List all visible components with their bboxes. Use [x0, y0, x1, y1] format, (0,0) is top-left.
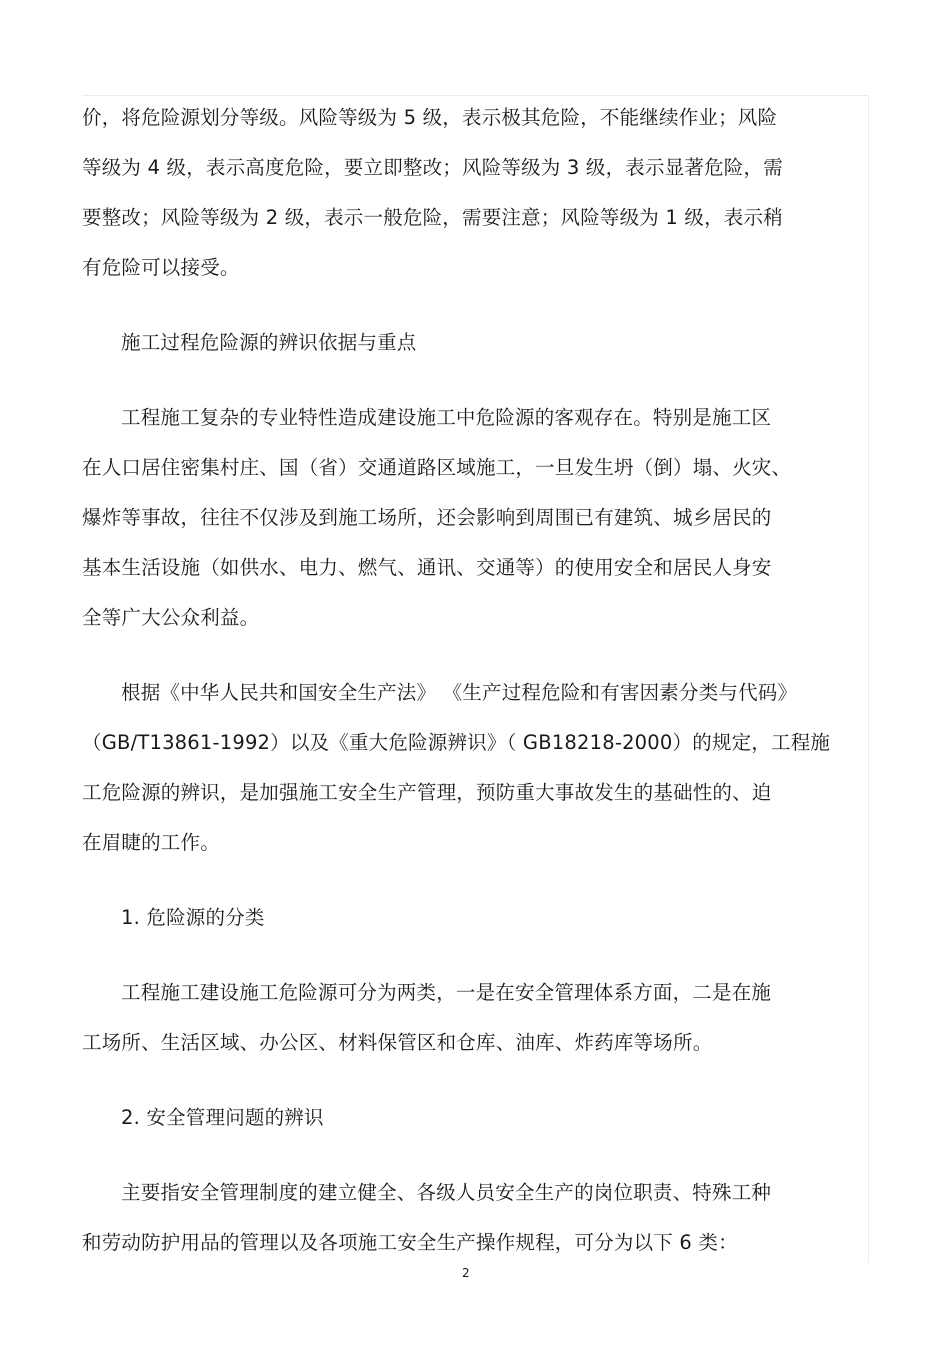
- paragraph-line: 主要指安全管理制度的建立健全、各级人员安全生产的岗位职责、特殊工种: [121, 1181, 772, 1204]
- page-top-rule: [82, 95, 868, 96]
- paragraph-line: 和劳动防护用品的管理以及各项施工安全生产操作规程，可分为以下 6 类：: [82, 1231, 738, 1254]
- paragraph-line: 工程施工建设施工危险源可分为两类，一是在安全管理体系方面，二是在施: [121, 981, 772, 1004]
- paragraph-line: 要整改；风险等级为 2 级，表示一般危险，需要注意；风险等级为 1 级，表示稍: [82, 206, 783, 229]
- paragraph-line: 在眉睫的工作。: [82, 831, 220, 854]
- paragraph-line: 等级为 4 级，表示高度危险，要立即整改；风险等级为 3 级，表示显著危险，需: [82, 156, 783, 179]
- section-heading: 施工过程危险源的辨识依据与重点: [121, 331, 417, 354]
- paragraph-line: 价，将危险源划分等级。风险等级为 5 级，表示极其危险，不能继续作业；风险: [82, 106, 778, 129]
- paragraph-line: 全等广大公众利益。: [82, 606, 260, 629]
- page-number: 2: [462, 1266, 470, 1280]
- page-right-rule: [868, 95, 869, 1263]
- paragraph-line: 爆炸等事故，往往不仅涉及到施工场所，还会影响到周围已有建筑、城乡居民的: [82, 506, 772, 529]
- paragraph-line: 有危险可以接受。: [82, 256, 240, 279]
- paragraph-line: 工程施工复杂的专业特性造成建设施工中危险源的客观存在。特别是施工区: [121, 406, 772, 429]
- paragraph-line: 在人口居住密集村庄、国（省）交通道路区域施工，一旦发生坍（倒）塌、火灾、: [82, 456, 792, 479]
- paragraph-line: 工危险源的辨识，是加强施工安全生产管理，预防重大事故发生的基础性的、迫: [82, 781, 772, 804]
- paragraph-line: （GB/T13861-1992）以及《重大危险源辨识》（ GB18218-2000）的规定，工程施: [82, 731, 831, 754]
- paragraph-line: 工场所、生活区域、办公区、材料保管区和仓库、油库、炸药库等场所。: [82, 1031, 713, 1054]
- paragraph-line: 基本生活设施（如供水、电力、燃气、通讯、交通等）的使用安全和居民人身安: [82, 556, 772, 579]
- section-heading: 1. 危险源的分类: [121, 906, 265, 929]
- section-heading: 2. 安全管理问题的辨识: [121, 1106, 324, 1129]
- paragraph-line: 根据《中华人民共和国安全生产法》 《生产过程危险和有害因素分类与代码》: [121, 681, 798, 704]
